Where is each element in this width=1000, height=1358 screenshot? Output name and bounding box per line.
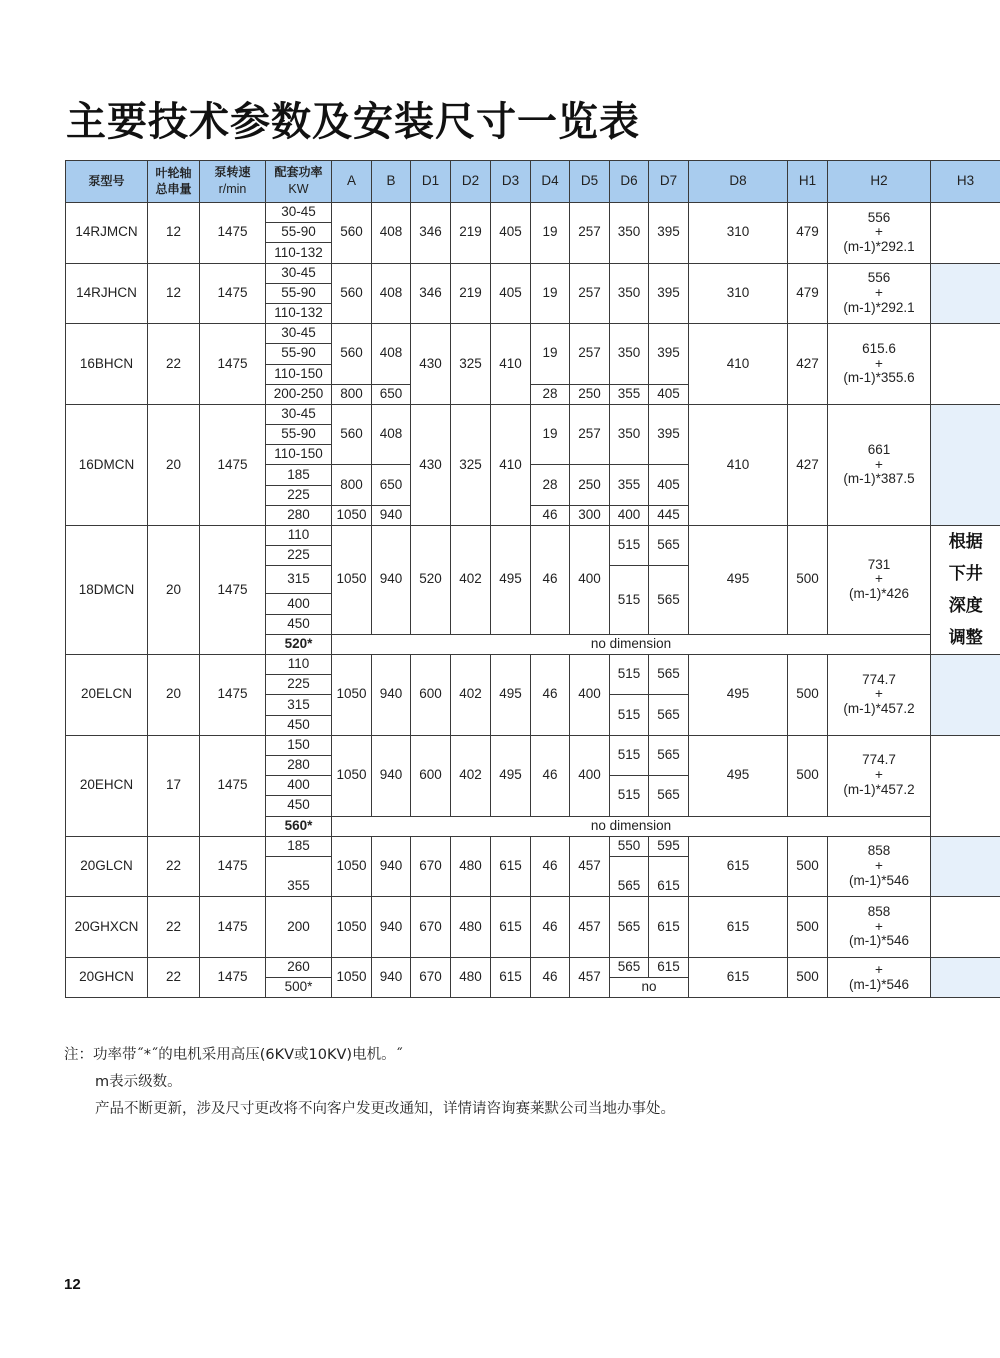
cell-power: 450 — [266, 796, 332, 816]
cell-d7: 405 — [649, 384, 689, 404]
cell-d5: 250 — [570, 384, 610, 404]
cell-a: 560 — [332, 263, 372, 324]
cell-model: 16BHCN — [66, 324, 148, 405]
cell-d1: 430 — [411, 404, 451, 525]
cell-power: 110-150 — [266, 364, 332, 384]
cell-power: 185 — [266, 836, 332, 856]
table-row — [66, 655, 1000, 675]
cell-speed: 1475 — [200, 897, 266, 958]
cell-d5: 457 — [570, 836, 610, 897]
cell-d8: 310 — [689, 263, 788, 324]
cell-power: 500* — [266, 978, 332, 998]
cell-d2: 219 — [451, 203, 491, 264]
cell-d4: 46 — [531, 526, 570, 635]
cell-d3: 495 — [491, 735, 531, 816]
cell-h2: 858 + (m-1)*546 — [828, 897, 931, 958]
cell-h3 — [931, 655, 1000, 736]
cell-d7: 615 — [649, 957, 689, 977]
cell-d7: 565 — [649, 735, 689, 775]
page-number: 12 — [64, 1276, 81, 1293]
cell-power: 225 — [266, 675, 332, 695]
cell-h2: 556 + (m-1)*292.1 — [828, 263, 931, 324]
cell-a: 1050 — [332, 836, 372, 897]
cell-h1: 500 — [788, 735, 828, 816]
cell-b: 408 — [372, 263, 411, 324]
cell-d3: 410 — [491, 324, 531, 405]
header-stages: 叶轮轴 总串量 — [148, 161, 200, 203]
cell-d1: 670 — [411, 957, 451, 997]
h3-note-line: 调整 — [948, 628, 983, 648]
table-row — [66, 735, 1000, 755]
cell-power: 55-90 — [266, 283, 332, 303]
cell-h2: 615.6 + (m-1)*355.6 — [828, 324, 931, 405]
cell-speed: 1475 — [200, 836, 266, 897]
cell-d5: 250 — [570, 465, 610, 505]
cell-d3: 405 — [491, 203, 531, 264]
cell-a: 800 — [332, 465, 372, 505]
cell-h3 — [931, 263, 1000, 324]
note-line: 产品不断更新，涉及尺寸更改将不向客户发更改通知，详情请咨询赛莱默公司当地办事处。 — [95, 1101, 675, 1117]
header-d3: D3 — [491, 161, 531, 203]
cell-h2: 858 + (m-1)*546 — [828, 836, 931, 897]
cell-stages: 22 — [148, 957, 200, 997]
cell-d4: 46 — [531, 957, 570, 997]
cell-power: 110 — [266, 526, 332, 546]
cell-d3: 615 — [491, 897, 531, 958]
cell-power: 260 — [266, 957, 332, 977]
cell-power: 400 — [266, 776, 332, 796]
cell-d2: 325 — [451, 324, 491, 405]
cell-d6: 400 — [610, 505, 649, 525]
cell-power: 110-150 — [266, 445, 332, 465]
cell-d6: 350 — [610, 404, 649, 465]
cell-power: 315 — [266, 695, 332, 715]
cell-d7: 565 — [649, 566, 689, 634]
cell-d4: 46 — [531, 655, 570, 736]
cell-d5: 400 — [570, 655, 610, 736]
cell-d4: 46 — [531, 735, 570, 816]
cell-power: 520* — [266, 634, 332, 654]
cell-d3: 615 — [491, 836, 531, 897]
cell-h2: 774.7 + (m-1)*457.2 — [828, 735, 931, 816]
cell-speed: 1475 — [200, 404, 266, 525]
table-row — [66, 324, 1000, 344]
cell-d1: 520 — [411, 526, 451, 635]
table-row — [66, 263, 1000, 283]
cell-d5: 457 — [570, 897, 610, 958]
cell-b: 940 — [372, 505, 411, 525]
cell-b: 408 — [372, 203, 411, 264]
cell-model: 14RJMCN — [66, 203, 148, 264]
cell-stages: 20 — [148, 526, 200, 655]
cell-b: 940 — [372, 897, 411, 958]
cell-model: 20GHCN — [66, 957, 148, 997]
header-h3: H3 — [931, 161, 1000, 203]
cell-d3: 495 — [491, 526, 531, 635]
cell-stages: 12 — [148, 263, 200, 324]
cell-a: 560 — [332, 324, 372, 385]
cell-a: 1050 — [332, 957, 372, 997]
cell-power: 185 — [266, 465, 332, 485]
cell-stages: 22 — [148, 836, 200, 897]
header-h2: H2 — [828, 161, 931, 203]
header-d8: D8 — [689, 161, 788, 203]
table-header — [66, 161, 1000, 203]
cell-model: 18DMCN — [66, 526, 148, 655]
h3-note-line: 根据 — [948, 532, 983, 552]
footnotes — [64, 1042, 675, 1123]
cell-model: 14RJHCN — [66, 263, 148, 324]
cell-b: 408 — [372, 404, 411, 465]
cell-power: 200-250 — [266, 384, 332, 404]
cell-speed: 1475 — [200, 957, 266, 997]
cell-model: 20ELCN — [66, 655, 148, 736]
header-d1: D1 — [411, 161, 451, 203]
cell-a: 560 — [332, 203, 372, 264]
cell-power: 110-132 — [266, 243, 332, 263]
cell-d5: 257 — [570, 324, 610, 385]
spec-table — [65, 160, 1000, 998]
cell-h1: 500 — [788, 897, 828, 958]
cell-d7: 595 — [649, 836, 689, 856]
cell-power: 30-45 — [266, 263, 332, 283]
cell-d4: 28 — [531, 465, 570, 505]
table-row — [66, 897, 1000, 917]
cell-h3 — [931, 203, 1000, 264]
cell-power: 400 — [266, 594, 332, 614]
cell-d4: 19 — [531, 324, 570, 385]
cell-h1: 479 — [788, 203, 828, 264]
cell-d1: 600 — [411, 655, 451, 736]
cell-stages: 22 — [148, 324, 200, 405]
cell-d7: 395 — [649, 404, 689, 465]
header-d2: D2 — [451, 161, 491, 203]
cell-power: 55-90 — [266, 425, 332, 445]
cell-model: 20GLCN — [66, 836, 148, 897]
cell-power: 55-90 — [266, 223, 332, 243]
cell-d1: 346 — [411, 263, 451, 324]
cell-d7: 565 — [649, 695, 689, 735]
cell-d4: 46 — [531, 505, 570, 525]
cell-h1: 500 — [788, 655, 828, 736]
cell-h1: 500 — [788, 836, 828, 897]
cell-d8: 495 — [689, 655, 788, 736]
cell-d6: 565 — [610, 897, 649, 958]
cell-speed: 1475 — [200, 324, 266, 405]
cell-d6: 550 — [610, 836, 649, 856]
cell-d7: 405 — [649, 465, 689, 505]
cell-d7: 615 — [649, 856, 689, 896]
cell-power: 450 — [266, 614, 332, 634]
cell-a: 1050 — [332, 735, 372, 816]
cell-power: 280 — [266, 505, 332, 525]
cell-d4: 46 — [531, 836, 570, 897]
cell-power: 315 — [266, 566, 332, 594]
cell-d4: 19 — [531, 263, 570, 324]
cell-power: 355 — [266, 856, 332, 896]
cell-d6: 515 — [610, 655, 649, 695]
cell-power: 30-45 — [266, 203, 332, 223]
cell-d6: 515 — [610, 776, 649, 816]
cell-d3: 615 — [491, 957, 531, 997]
cell-d5: 400 — [570, 526, 610, 635]
cell-d6: 515 — [610, 526, 649, 566]
cell-h2: 774.7 + (m-1)*457.2 — [828, 655, 931, 736]
note-line: 注：功率带˝*˝的电机采用高压(6KV或10KV)电机。˝ — [64, 1047, 403, 1063]
cell-power: 30-45 — [266, 324, 332, 344]
cell-d4: 46 — [531, 897, 570, 958]
cell-a: 1050 — [332, 526, 372, 635]
cell-d6: 355 — [610, 384, 649, 404]
table-row — [66, 526, 1000, 546]
header-d7: D7 — [649, 161, 689, 203]
cell-d2: 480 — [451, 957, 491, 997]
cell-h3 — [931, 897, 1000, 958]
cell-d5: 257 — [570, 203, 610, 264]
cell-d1: 670 — [411, 897, 451, 958]
cell-h3 — [931, 324, 1000, 405]
cell-d6: 355 — [610, 465, 649, 505]
cell-d7: 395 — [649, 263, 689, 324]
cell-h1: 427 — [788, 324, 828, 405]
cell-stages: 17 — [148, 735, 200, 836]
cell-d6: 515 — [610, 566, 649, 634]
cell-stages: 12 — [148, 203, 200, 264]
cell-power: 560* — [266, 816, 332, 836]
page-title: 主要技术参数及安装尺寸一览表 — [66, 99, 640, 145]
cell-d6: 565 — [610, 957, 649, 977]
cell-speed: 1475 — [200, 263, 266, 324]
cell-d8: 495 — [689, 526, 788, 635]
cell-d7: 615 — [649, 897, 689, 958]
table-row — [66, 957, 1000, 977]
cell-d3: 410 — [491, 404, 531, 525]
cell-b: 940 — [372, 735, 411, 816]
cell-stages: 22 — [148, 897, 200, 958]
cell-d5: 400 — [570, 735, 610, 816]
cell-speed: 1475 — [200, 203, 266, 264]
cell-d7: 565 — [649, 655, 689, 695]
cell-h2: + (m-1)*546 — [828, 957, 931, 997]
cell-h1: 479 — [788, 263, 828, 324]
cell-d6: 350 — [610, 324, 649, 385]
cell-h1: 500 — [788, 526, 828, 635]
cell-d6: 515 — [610, 695, 649, 735]
cell-d6: 350 — [610, 203, 649, 264]
header-d5: D5 — [570, 161, 610, 203]
cell-a: 560 — [332, 404, 372, 465]
cell-no-dimension: no dimension — [332, 816, 931, 836]
cell-model: 20GHXCN — [66, 897, 148, 958]
cell-d8: 310 — [689, 203, 788, 264]
cell-d8: 615 — [689, 897, 788, 958]
cell-power: 450 — [266, 715, 332, 735]
header-power: 配套功率 KW — [266, 161, 332, 203]
cell-h3-note — [931, 526, 1000, 655]
table-row — [66, 404, 1000, 424]
h3-note-line: 下井 — [948, 564, 983, 584]
cell-model: 16DMCN — [66, 404, 148, 525]
note-line: m表示级数。 — [95, 1074, 182, 1090]
cell-h1: 500 — [788, 957, 828, 997]
cell-h3 — [931, 957, 1000, 997]
header-h1: H1 — [788, 161, 828, 203]
cell-d2: 402 — [451, 735, 491, 816]
h3-note-line: 深度 — [948, 596, 983, 616]
cell-d1: 346 — [411, 203, 451, 264]
cell-d2: 480 — [451, 897, 491, 958]
cell-h2: 661 + (m-1)*387.5 — [828, 404, 931, 525]
cell-d8: 615 — [689, 836, 788, 897]
header-d4: D4 — [531, 161, 570, 203]
header-a: A — [332, 161, 372, 203]
cell-h2: 731 + (m-1)*426 — [828, 526, 931, 635]
header-model: 泵型号 — [66, 161, 148, 203]
cell-power: 55-90 — [266, 344, 332, 364]
cell-d1: 600 — [411, 735, 451, 816]
cell-power: 225 — [266, 485, 332, 505]
cell-d4: 19 — [531, 203, 570, 264]
cell-d2: 325 — [451, 404, 491, 525]
cell-d2: 402 — [451, 526, 491, 635]
cell-d8: 495 — [689, 735, 788, 816]
cell-d7: 445 — [649, 505, 689, 525]
cell-b: 940 — [372, 526, 411, 635]
cell-d1: 430 — [411, 324, 451, 405]
cell-d3: 495 — [491, 655, 531, 736]
cell-model: 20EHCN — [66, 735, 148, 836]
cell-d7: 565 — [649, 776, 689, 816]
cell-h2: 556 + (m-1)*292.1 — [828, 203, 931, 264]
header-b: B — [372, 161, 411, 203]
cell-d5: 257 — [570, 263, 610, 324]
cell-b: 940 — [372, 655, 411, 736]
cell-a: 800 — [332, 384, 372, 404]
cell-d2: 480 — [451, 836, 491, 897]
cell-d6: 350 — [610, 263, 649, 324]
cell-d2: 402 — [451, 655, 491, 736]
cell-d3: 405 — [491, 263, 531, 324]
cell-d5: 300 — [570, 505, 610, 525]
header-d6: D6 — [610, 161, 649, 203]
cell-d2: 219 — [451, 263, 491, 324]
cell-d4: 19 — [531, 404, 570, 465]
cell-h3 — [931, 836, 1000, 897]
cell-d7: 565 — [649, 526, 689, 566]
cell-power: 110-132 — [266, 303, 332, 323]
cell-d7: 395 — [649, 203, 689, 264]
cell-power: 200 — [266, 897, 332, 958]
cell-speed: 1475 — [200, 735, 266, 836]
cell-d5: 257 — [570, 404, 610, 465]
cell-b: 650 — [372, 384, 411, 404]
table-row — [66, 203, 1000, 223]
cell-stages: 20 — [148, 404, 200, 525]
cell-b: 650 — [372, 465, 411, 505]
cell-d5: 457 — [570, 957, 610, 997]
cell-d6: 565 — [610, 856, 649, 896]
cell-a: 1050 — [332, 897, 372, 958]
cell-speed: 1475 — [200, 655, 266, 736]
cell-d1: 670 — [411, 836, 451, 897]
cell-h3 — [931, 404, 1000, 525]
cell-power: 280 — [266, 755, 332, 775]
cell-b: 940 — [372, 957, 411, 997]
cell-d8: 410 — [689, 404, 788, 525]
header-speed: 泵转速 r/min — [200, 161, 266, 203]
cell-power: 225 — [266, 546, 332, 566]
cell-speed: 1475 — [200, 526, 266, 655]
cell-h3 — [931, 735, 1000, 836]
cell-b: 408 — [372, 324, 411, 385]
cell-no-dimension: no dimension — [332, 634, 931, 654]
cell-no-dimension: no — [610, 978, 689, 998]
table-row — [66, 836, 1000, 856]
cell-d6: 515 — [610, 735, 649, 775]
cell-power: 150 — [266, 735, 332, 755]
cell-a: 1050 — [332, 655, 372, 736]
cell-d8: 410 — [689, 324, 788, 405]
cell-d8: 615 — [689, 957, 788, 997]
cell-h1: 427 — [788, 404, 828, 525]
cell-d4: 28 — [531, 384, 570, 404]
cell-d7: 395 — [649, 324, 689, 385]
cell-power: 30-45 — [266, 404, 332, 424]
cell-a: 1050 — [332, 505, 372, 525]
cell-power: 110 — [266, 655, 332, 675]
cell-stages: 20 — [148, 655, 200, 736]
cell-b: 940 — [372, 836, 411, 897]
